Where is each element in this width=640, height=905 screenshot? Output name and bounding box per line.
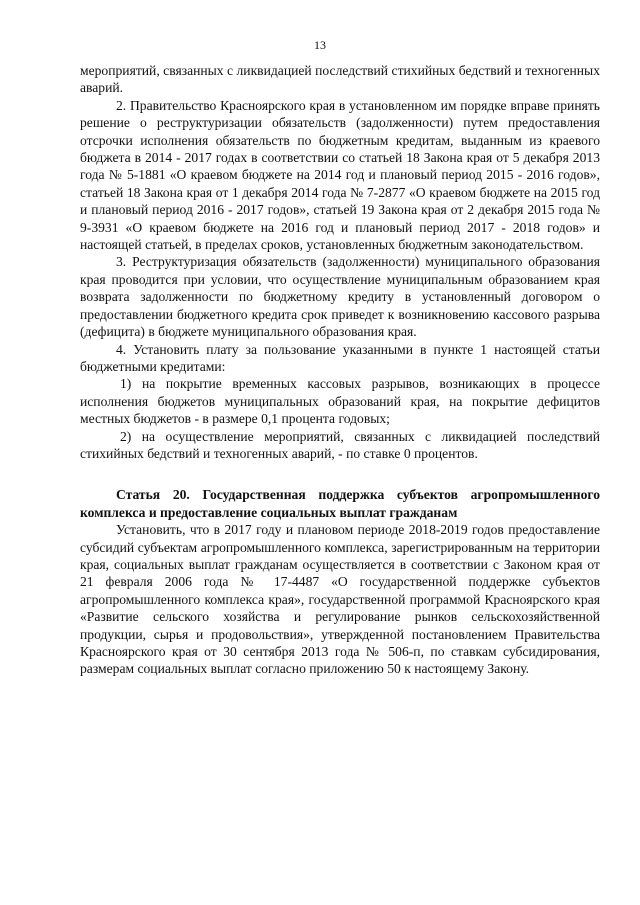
paragraph-item-2: 2. Правительство Красноярского края в установленном им порядке вправе принять решение о реструктуризации обязательств (задолженности) путем предоставления отсрочки исполнения обязательств по бюджетным кредитам, выданным из краевого бюджета в 2014 - 2017 годах в соответствии со статьей 18 Закона края от 5 декабря 2013 года № 5-1881 «О краевом бюджете на 2014 год и плановый период 2015 - 2016 годов», статьей 18 Закона края от 1 декабря 2014 года № 7-2877 «О краевом бюджете на 2015 год и плановый период 2016 - 2017 годов», статьей 19 Закона края от 2 декабря 2015 года № 9-3931 «О краевом бюджете на 2016 год и плановый период 2017 - 2018 годов» и настоящей статьей, в пределах сроков, установленных бюджетным законодательством. [80,97,600,253]
article-heading: Статья 20. Государственная поддержка субъектов агропромышленного комплекса и предоставление социальных выплат гражданам [80,487,600,520]
paragraph-continuation: мероприятий, связанных с ликвидацией последствий стихийных бедствий и техногенных аварий. [80,63,600,96]
article-body: Установить, что в 2017 году и плановом периоде 2018-2019 годов предоставление субсидий субъектам агропромышленного комплекса, зарегистрированным на территории края, социальных выплат гражданам осуществляется в соответствии с Законом края от 21 февраля 2006 года № 17-4487 «О государственной поддержке субъектов агропромышленного комплекса края», государственной программой Красноярского края «Развитие сельского хозяйства и регулирование рынков сельскохозяйственной продукции, сырья и продовольствия», утвержденной постановлением Правительства Красноярского края от 30 сентября 2013 года № 506-п, по ставкам субсидирования, размерам социальных выплат согласно приложению 50 к настоящему Закону. [80,522,600,677]
page-number: 13 [314,38,326,52]
paragraph-item-3: 3. Реструктуризация обязательств (задолженности) муниципального образования края проводится при условии, что осуществление муниципальным образованием края возврата задолженности по бюджетному кредиту в установленный договором о предоставлении бюджетного кредита срок приведет к возникновению кассового разрыва (дефицита) в бюджете муниципального образования края. [80,254,600,340]
document-body [80,62,600,678]
subparagraph-2: 2) на осуществление мероприятий, связанных с ликвидацией последствий стихийных бедствий и техногенных аварий, - по ставке 0 процентов. [80,428,600,461]
subparagraph-1: 1) на покрытие временных кассовых разрывов, возникающих в процессе исполнения бюджетов муниципальных образований края, на покрытие дефицитов местных бюджетов - в размере 0,1 процента годовых; [80,376,600,427]
paragraph-item-4: 4. Установить плату за пользование указанными в пункте 1 настоящей статьи бюджетными кредитами: [80,341,600,374]
